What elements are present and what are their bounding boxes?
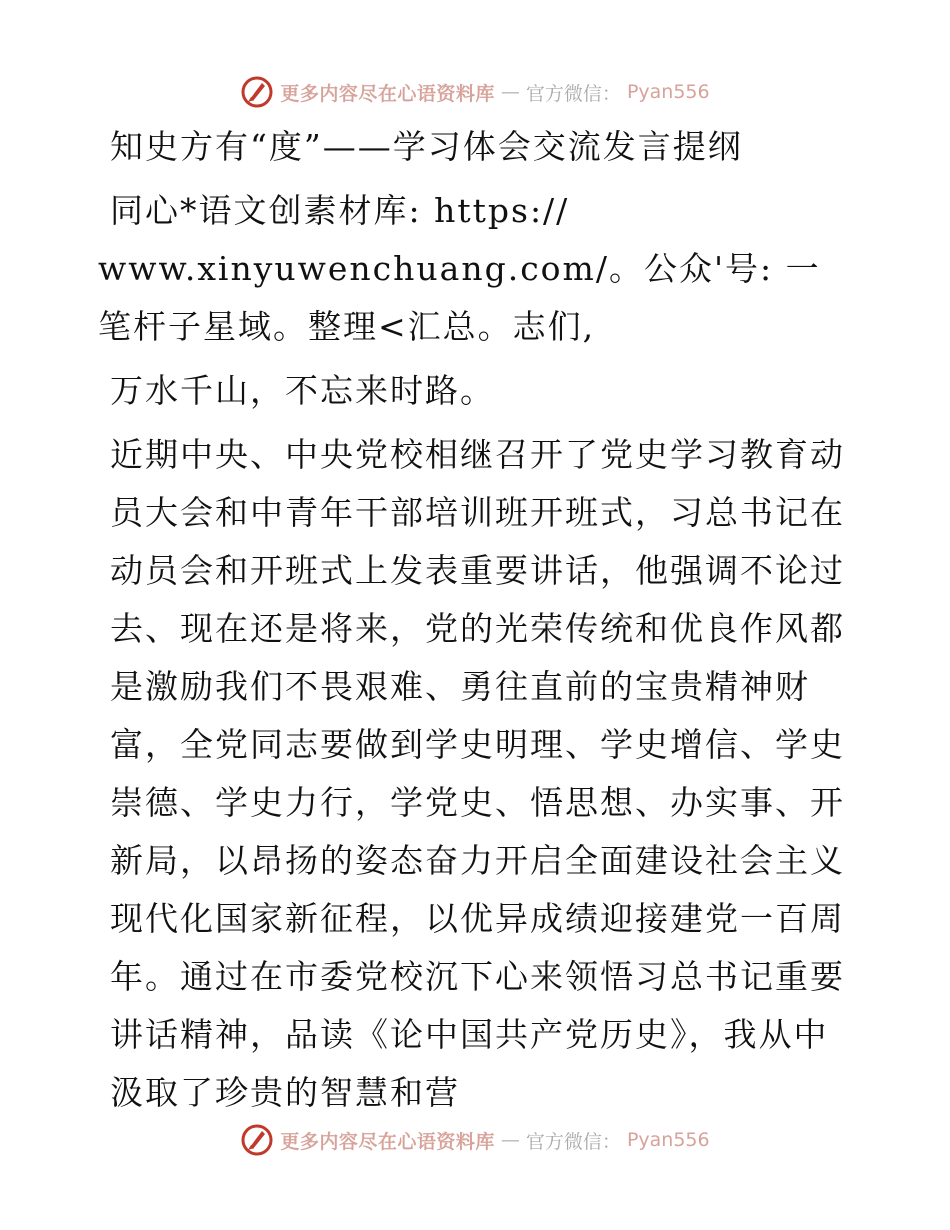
footer-banner [0, 1120, 950, 1160]
source-line-1: 同心*语文创素材库: https:// [110, 191, 570, 230]
source-line-2: www.xinyuwenchuang.com/。公众'号: 一笔杆子星域。整理<汇总。志们, [98, 249, 821, 346]
brand-logo-icon [240, 1123, 274, 1157]
banner-wechat-id: Pyan556 [626, 81, 710, 103]
banner-wechat-id: Pyan556 [626, 1129, 710, 1151]
body-paragraph: 近期中央、中央党校相继召开了党史学习教育动员大会和中青年干部培训班开班式，习总书记在动员会和开班式上发表重要讲话，他强调不论过去、现在还是将来，党的光荣传统和优良作风都是激励我们不畏艰难、勇往直前的宝贵精神财富，全党同志要做到学史明理、学史增信、学史崇德、学史力行，学党史、悟思想、办实事、开新局，以昂扬的姿态奋力开启全面建设社会主义现代化国家新征程，以优异成绩迎接建党一百周年。通过在市委党校沉下心来领悟习总书记重要讲话精神，品读《论中国共产党历史》，我从中汲取了珍贵的智慧和营 [110, 435, 845, 1112]
banner-wechat-label: 官方微信： [525, 1130, 621, 1153]
banner-wechat-label: 官方微信： [525, 82, 621, 105]
header-banner [0, 72, 950, 112]
banner-site-text: 更多内容尽在心语资料库 [280, 82, 495, 105]
document-body [98, 118, 850, 1122]
banner-site-text: 更多内容尽在心语资料库 [280, 1130, 495, 1153]
banner-separator: — [500, 81, 520, 103]
document-title: 知史方有“度”——学习体会交流发言提纲 [110, 127, 743, 166]
brand-logo-icon [240, 75, 274, 109]
banner-separator: — [500, 1129, 520, 1151]
greeting-paragraph: 万水千山，不忘来时路。 [110, 371, 495, 410]
